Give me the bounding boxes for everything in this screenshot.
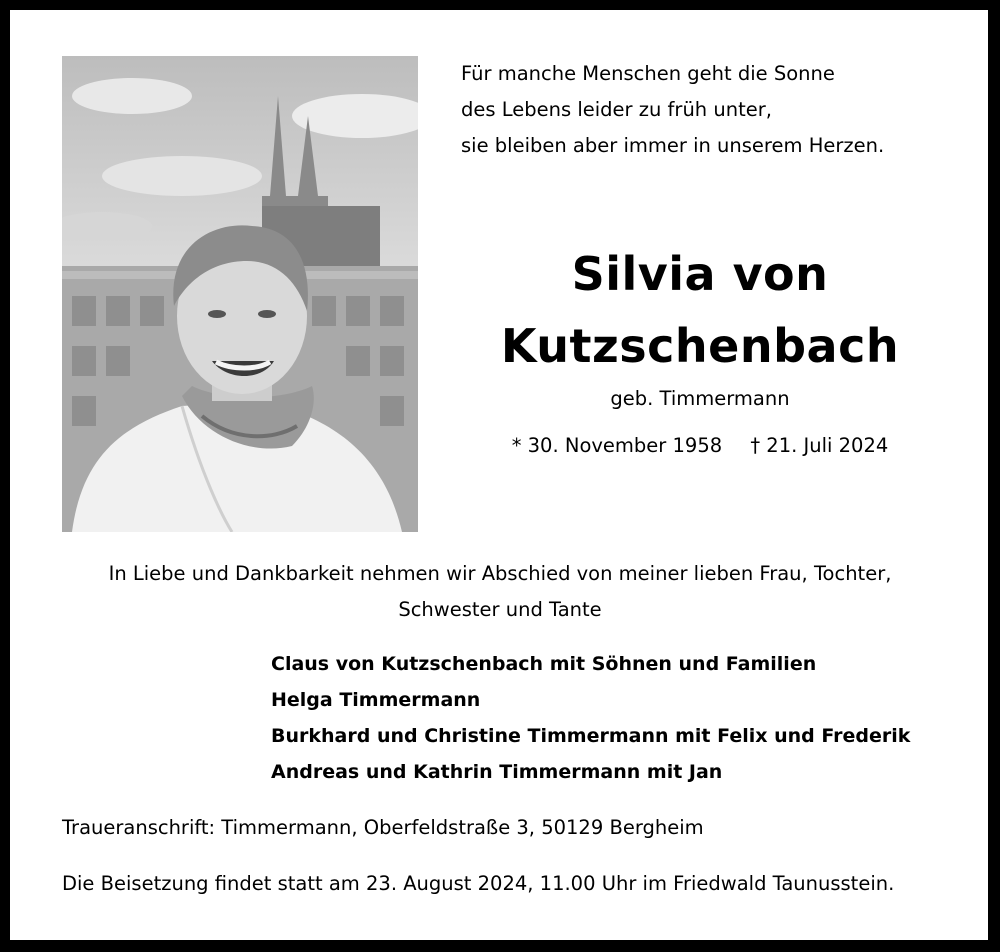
- obituary-card: [10, 10, 988, 940]
- deceased-name: [440, 238, 960, 382]
- mourners-list: [271, 646, 910, 790]
- mourner: Helga Timmermann: [271, 689, 481, 711]
- poem-line: Für manche Menschen geht die Sonne: [461, 62, 835, 85]
- poem: [461, 56, 981, 164]
- funeral-info: Die Beisetzung findet statt am 23. August 2024, 11.00 Uhr im Friedwald Taunusstein.: [62, 872, 895, 895]
- deceased-first-name: Silvia von: [571, 247, 829, 301]
- life-dates: [440, 434, 960, 457]
- death-date: † 21. Juli 2024: [750, 434, 889, 457]
- farewell-line: In Liebe und Dankbarkeit nehmen wir Abschied von meiner lieben Frau, Tochter,: [108, 562, 892, 585]
- farewell-text: [50, 556, 950, 628]
- mourner: Claus von Kutzschenbach mit Söhnen und Familien: [271, 653, 817, 675]
- poem-line: des Lebens leider zu früh unter,: [461, 98, 772, 121]
- poem-line: sie bleiben aber immer in unserem Herzen.: [461, 134, 885, 157]
- birth-date: * 30. November 1958: [511, 434, 723, 457]
- mourning-address: Traueranschrift: Timmermann, Oberfeldstraße 3, 50129 Bergheim: [62, 816, 704, 839]
- farewell-line: Schwester und Tante: [398, 598, 602, 621]
- mourner: Burkhard und Christine Timmermann mit Felix und Frederik: [271, 725, 911, 747]
- deceased-surname: Kutzschenbach: [500, 319, 900, 373]
- mourner: Andreas und Kathrin Timmermann mit Jan: [271, 761, 723, 783]
- born-name: geb. Timmermann: [610, 387, 790, 410]
- portrait-photo: [62, 56, 418, 532]
